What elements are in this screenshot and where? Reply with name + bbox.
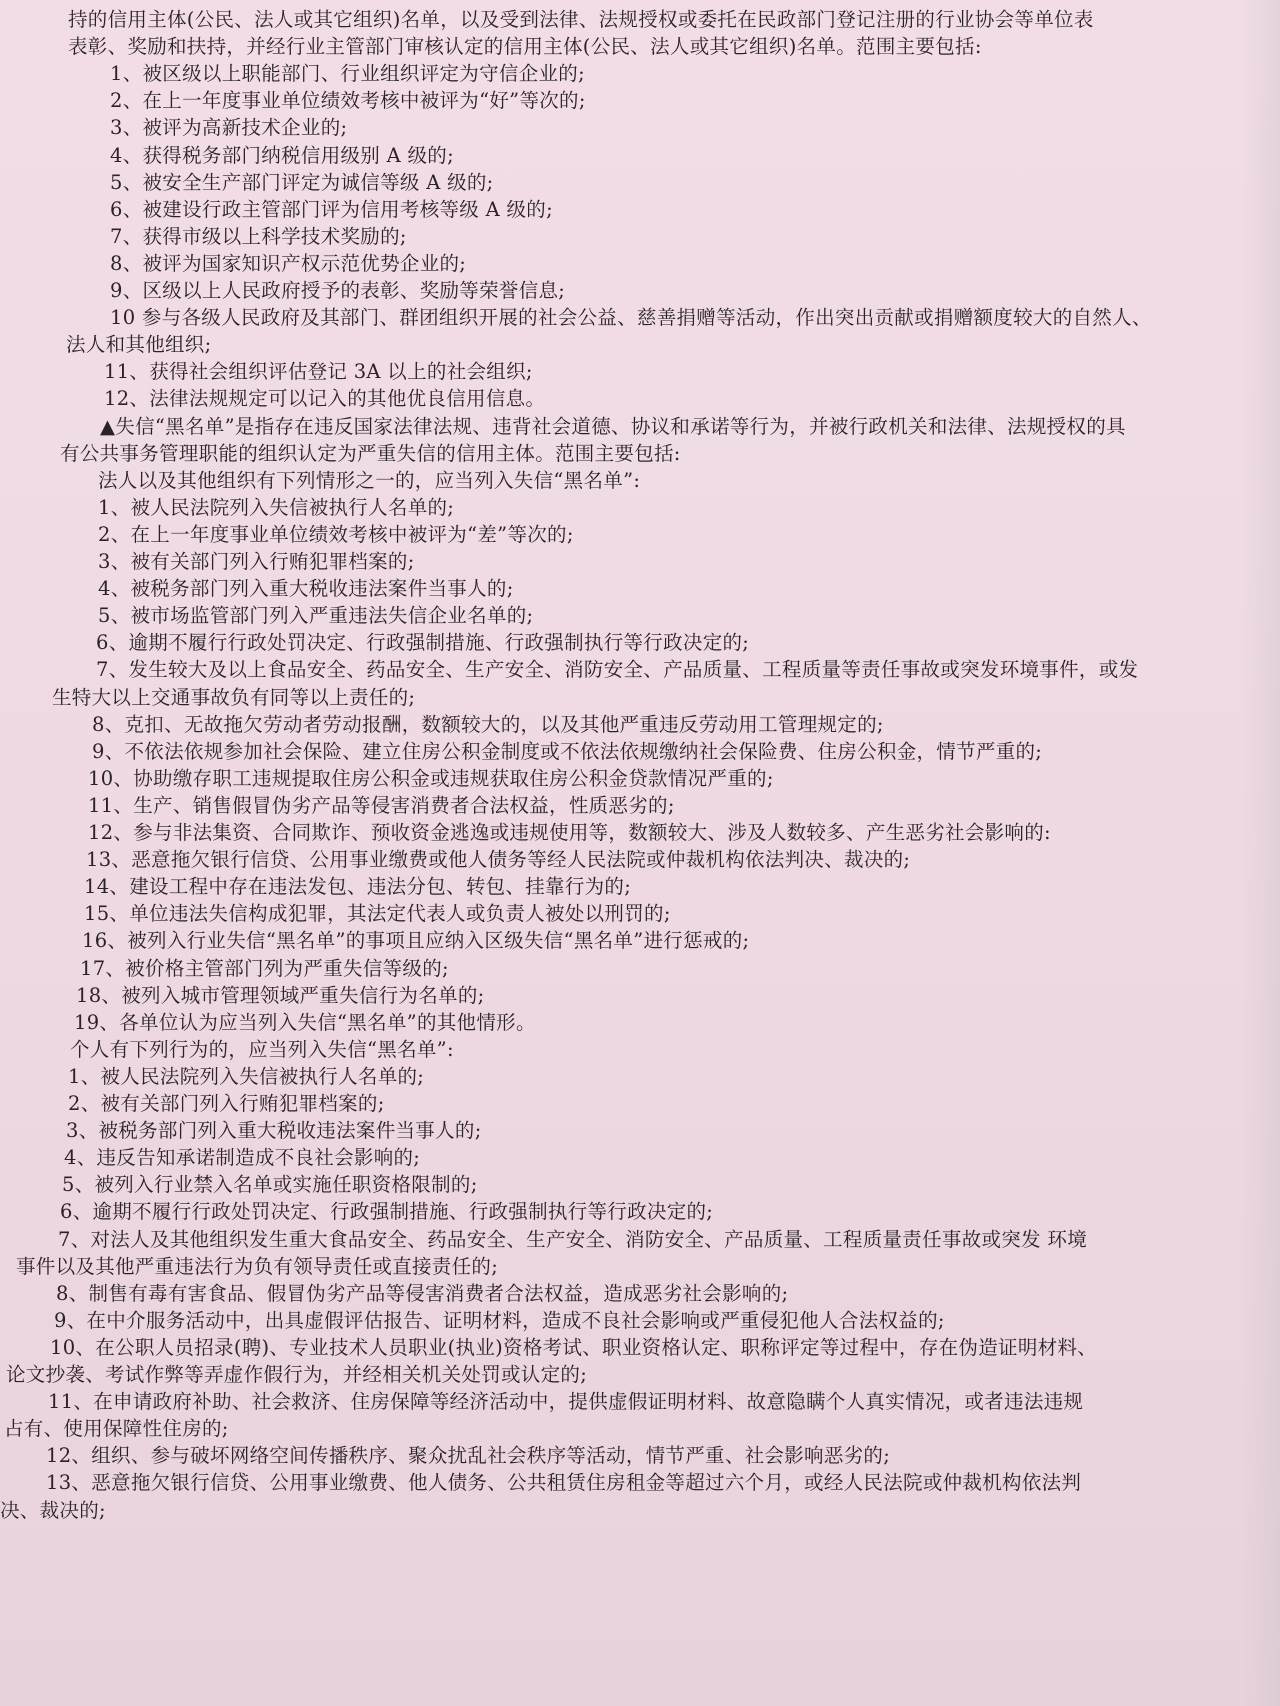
document-line: 12、组织、参与破坏网络空间传播秩序、聚众扰乱社会秩序等活动，情节严重、社会影响恶劣的; — [46, 1444, 891, 1468]
document-line: 15、单位违法失信构成犯罪，其法定代表人或负责人被处以刑罚的; — [84, 902, 671, 926]
document-line: 7、对法人及其他组织发生重大食品安全、药品安全、生产安全、消防安全、产品质量、工程质量责任事故或突发 环境 — [58, 1227, 1088, 1251]
document-line: 6、被建设行政主管部门评为信用考核等级 A 级的; — [110, 197, 553, 221]
document-line: 8、克扣、无故拖欠劳动者劳动报酬，数额较大的，以及其他严重违反劳动用工管理规定的; — [92, 712, 884, 736]
document-line: 18、被列入城市管理领域严重失信行为名单的; — [76, 983, 485, 1007]
document-line: 3、被税务部门列入重大税收违法案件当事人的; — [66, 1119, 482, 1143]
document-line: 8、被评为国家知识产权示范优势企业的; — [110, 251, 467, 275]
document-line: 2、被有关部门列入行贿犯罪档案的; — [68, 1092, 385, 1115]
document-line: 个人有下列行为的，应当列入失信“黑名单”: — [70, 1037, 454, 1061]
document-line: 11、在申请政府补助、社会救济、住房保障等经济活动中，提供虚假证明材料、故意隐瞒个人真实情况，或者违法违规 — [48, 1390, 1084, 1414]
document-line: 论文抄袭、考试作弊等弄虚作假行为，并经相关机关处罚或认定的; — [6, 1363, 588, 1386]
document-line: 表彰、奖励和扶持，并经行业主管部门审核认定的信用主体(公民、法人或其它组织)名单。范围主要包括: — [68, 35, 982, 59]
document-line: 5、被列入行业禁入名单或实施任职资格限制的; — [62, 1173, 478, 1197]
document-line: 2、在上一年度事业单位绩效考核中被评为“好”等次的; — [110, 89, 586, 113]
document-line: 有公共事务管理职能的组织认定为严重失信的信用主体。范围主要包括: — [60, 441, 681, 465]
document-line: 9、区级以上人民政府授予的表彰、奖励等荣誉信息; — [110, 279, 566, 302]
document-line: 占有、使用保障性住房的; — [4, 1417, 229, 1441]
document-line: 7、发生较大及以上食品安全、药品安全、生产安全、消防安全、产品质量、工程质量等责任事故或突发环境事件，或发 — [96, 658, 1139, 682]
document-line: 5、被安全生产部门评定为诚信等级 A 级的; — [110, 170, 494, 194]
document-line: 14、建设工程中存在违法发包、违法分包、转包、挂靠行为的; — [84, 875, 632, 899]
document-line: 10、在公职人员招录(聘)、专业技术人员职业(执业)资格考试、职业资格认定、职称评定等过程中，存在伪造证明材料、 — [50, 1335, 1098, 1359]
document-line: 3、被评为高新技术企业的; — [110, 116, 348, 140]
document-line: 11、生产、销售假冒伪劣产品等侵害消费者合法权益，性质恶劣的; — [88, 793, 675, 817]
document-line: 法人和其他组织; — [66, 333, 212, 357]
document-line: 5、被市场监管部门列入严重违法失信企业名单的; — [98, 604, 534, 628]
document-line: 4、被税务部门列入重大税收违法案件当事人的; — [98, 577, 514, 601]
document-line: 12、法律法规规定可以记入的其他优良信用信息。 — [104, 387, 546, 411]
document-line: 4、获得税务部门纳税信用级别 A 级的; — [110, 143, 454, 167]
document-line: 3、被有关部门列入行贿犯罪档案的; — [98, 550, 415, 573]
document-line: ▲失信“黑名单”是指存在违反国家法律法规、违背社会道德、协议和承诺等行为，并被行政机关和法律、法规授权的具 — [100, 414, 1126, 438]
document-line: 12、参与非法集资、合同欺诈、预收资金逃逸或违规使用等，数额较大、涉及人数较多、产生恶劣社会影响的: — [88, 821, 1051, 844]
document-line: 10、协助缴存职工违规提取住房公积金或违规获取住房公积金贷款情况严重的; — [88, 766, 774, 790]
document-line: 6、逾期不履行行政处罚决定、行政强制措施、行政强制执行等行政决定的; — [96, 631, 750, 655]
document-line: 1、被区级以上职能部门、行业组织评定为守信企业的; — [110, 62, 585, 86]
document-line: 持的信用主体(公民、法人或其它组织)名单，以及受到法律、法规授权或委托在民政部门登记注册的行业协会等单位表 — [68, 8, 1094, 31]
document-line: 4、违反告知承诺制造成不良社会影响的; — [64, 1146, 421, 1170]
document-line: 8、制售有毒有害食品、假冒伪劣产品等侵害消费者合法权益，造成恶劣社会影响的; — [56, 1281, 789, 1305]
document-line: 16、被列入行业失信“黑名单”的事项且应纳入区级失信“黑名单”进行惩戒的; — [82, 929, 750, 953]
document-line: 17、被价格主管部门列为严重失信等级的; — [80, 956, 449, 980]
document-line: 11、获得社会组织评估登记 3A 以上的社会组织; — [104, 360, 533, 384]
document-line: 1、被人民法院列入失信被执行人名单的; — [68, 1064, 425, 1088]
document-line: 9、不依法依规参加社会保险、建立住房公积金制度或不依法依规缴纳社会保险费、住房公积金，情节严重的; — [92, 739, 1043, 763]
document-line: 法人以及其他组织有下列情形之一的，应当列入失信“黑名单”: — [98, 468, 641, 492]
document-line: 6、逾期不履行行政处罚决定、行政强制措施、行政强制执行等行政决定的; — [60, 1200, 714, 1224]
document-line: 1、被人民法院列入失信被执行人名单的; — [98, 495, 455, 519]
document-line: 7、获得市级以上科学技术奖励的; — [110, 224, 407, 248]
document-line: 事件以及其他严重违法行为负有领导责任或直接责任的; — [16, 1254, 499, 1278]
document-line: 10 参与各级人民政府及其部门、群团组织开展的社会公益、慈善捐赠等活动，作出突出贡献或捐赠额度较大的自然人、 — [110, 306, 1152, 330]
document-line: 13、恶意拖欠银行信贷、公用事业缴费、他人债务、公共租赁住房租金等超过六个月，或经人民法院或仲裁机构依法判 — [46, 1471, 1082, 1495]
document-line: 生特大以上交通事故负有同等以上责任的; — [52, 685, 416, 709]
document-line: 19、各单位认为应当列入失信“黑名单”的其他情形。 — [74, 1010, 536, 1034]
document-line: 9、在中介服务活动中，出具虚假评估报告、证明材料，造成不良社会影响或严重侵犯他人合法权益的; — [54, 1308, 945, 1332]
document-line: 决、裁决的; — [0, 1498, 106, 1522]
document-line: 2、在上一年度事业单位绩效考核中被评为“差”等次的; — [98, 522, 574, 546]
document-line: 13、恶意拖欠银行信贷、公用事业缴费或他人债务等经人民法院或仲裁机构依法判决、裁决的; — [86, 848, 911, 872]
